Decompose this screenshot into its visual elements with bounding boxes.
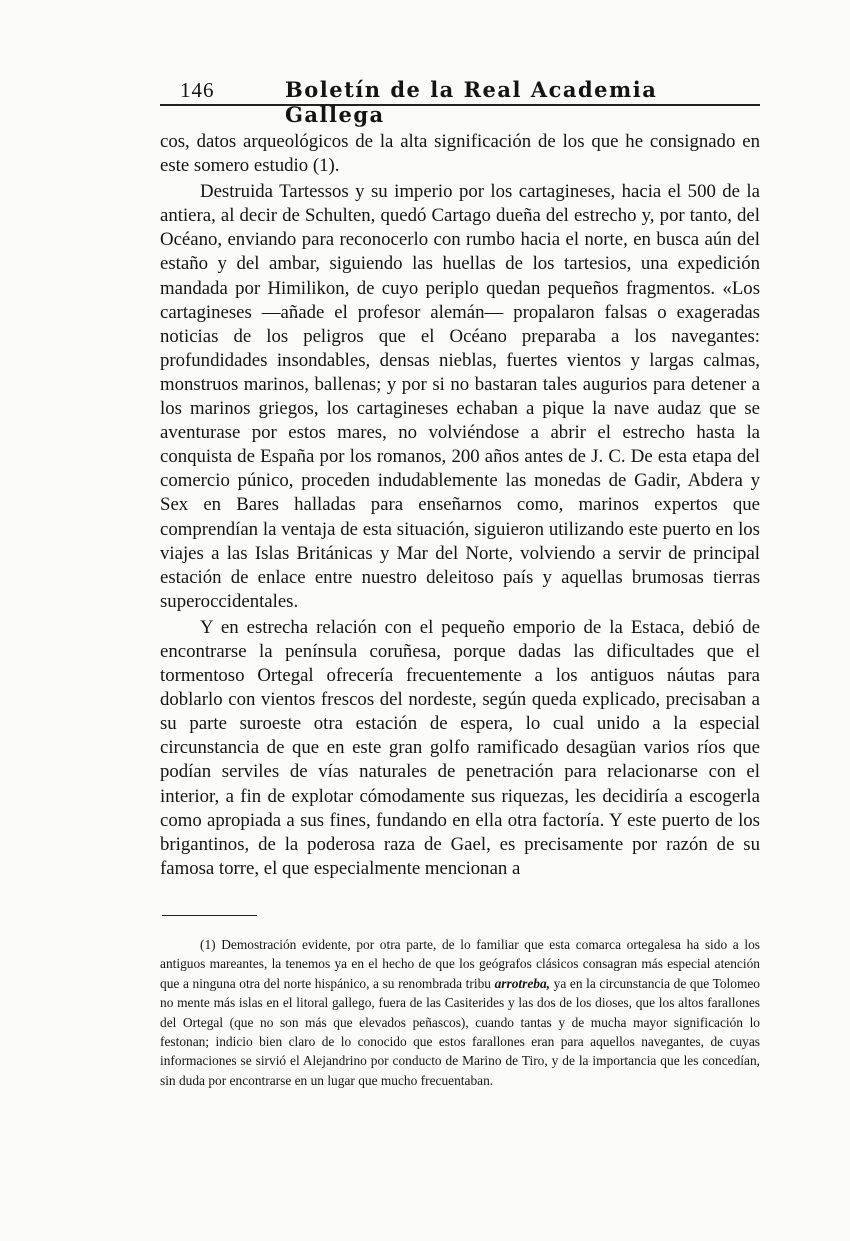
paragraph-3: Y en estrecha relación con el pequeño emporio de la Estaca, debió de encontrarse la península coruñesa, porque dadas las dificultades que el tormentoso Ortegal ofrecería frecuentemente a los antiguos náutas para doblarlo con vientos frescos del nordeste, según queda explicado, precisaban a su parte suroeste otra estación de espera, lo cual unido a la especial circunstancia de que en este gran golfo ramificado desagüan varios ríos que podían serviles de vías naturales de penetración para relacionarse con el interior, a fin de explotar cómodamente sus riquezas, les decidiría a escogerla como apropiada a sus fines, fundando en ella otra factoría. Y este puerto de los brigantinos, de la poderosa raza de Gael, es precisamente por razón de su famosa torre, el que especialmente mencionan a	[160, 616, 760, 879]
running-title: Boletín de la Real Academia Gallega	[285, 77, 658, 127]
footnote-text-start: (1) Demostración evidente, por otra parte, de lo familiar que esta comarca ortegalesa ha sido a los antiguos mareantes, la tenemos ya en el hecho de que los geógrafos clásicos consagran más especial atención que a ninguna otra del norte hispánico, a su renombrada tribu	[160, 937, 760, 991]
footnote-separator	[162, 915, 257, 916]
page-number: 146	[180, 78, 215, 102]
footnotes	[160, 935, 760, 1090]
paragraph-1: cos, datos arqueológicos de la alta significación de los que he consignado en este somero estudio (1).	[160, 131, 760, 177]
main-text	[160, 130, 760, 881]
footnote-italic-term: arrotreba,	[494, 975, 551, 991]
footnote-1	[160, 935, 760, 1090]
page-header	[160, 74, 760, 127]
paragraph-2: Destruida Tartessos y su imperio por los cartagineses, hacia el 500 de la antiera, al decir de Schulten, quedó Cartago dueña del estrecho y, por tanto, del Océano, enviando para reconocerlo con rumbo hacia el norte, en busca aún del estaño y del ambar, siguiendo las huellas de los tartesios, una expedición mandada por Himilikon, de cuyo periplo quedan pequeños fragmentos. «Los cartagineses —añade el profesor alemán— propalaron falsas o exageradas noticias de los peligros que el Océano preparaba a los navegantes: profundidades insondables, densas nieblas, fuertes vientos y largas calmas, monstruos marinos, ballenas; y por si no bastaran tales augurios para detener a los marinos griegos, los cartagineses echaban a pique la nave audaz que se aventurase por estos mares, no volviéndose a abrir el estrecho hasta la conquista de España por los romanos, 200 años antes de J. C. De esta etapa del comercio púnico, proceden indudablemente las monedas de Gadir, Abdera y Sex en Bares halladas para enseñarnos como, marinos expertos que comprendían la ventaja de esta situación, siguieron utilizando este puerto en los viajes a las Islas Británicas y Mar del Norte, volviendo a servir de principal estación de enlace entre nuestro deleitoso país y aquellas brumosas tierras superoccidentales.	[160, 181, 760, 612]
footnote-text-end: ya en la circunstancia de que Tolomeo no mente más islas en el litoral gallego, fuera de las Casiterides y las dos de los dioses, que los altos farallones del Ortegal (que no son más que elevados peñascos), cuando tantas y de mucha mayor significación lo festonan; indicio bien claro de lo conocido que estos farallones eran para aquellos navegantes, de cuyas informaciones se sirvió el Alejandrino por conducto de Marino de Tiro, y de la importancia que les concedían, sin duda por encontrarse en un lugar que mucho frecuentaban.	[160, 975, 760, 1088]
